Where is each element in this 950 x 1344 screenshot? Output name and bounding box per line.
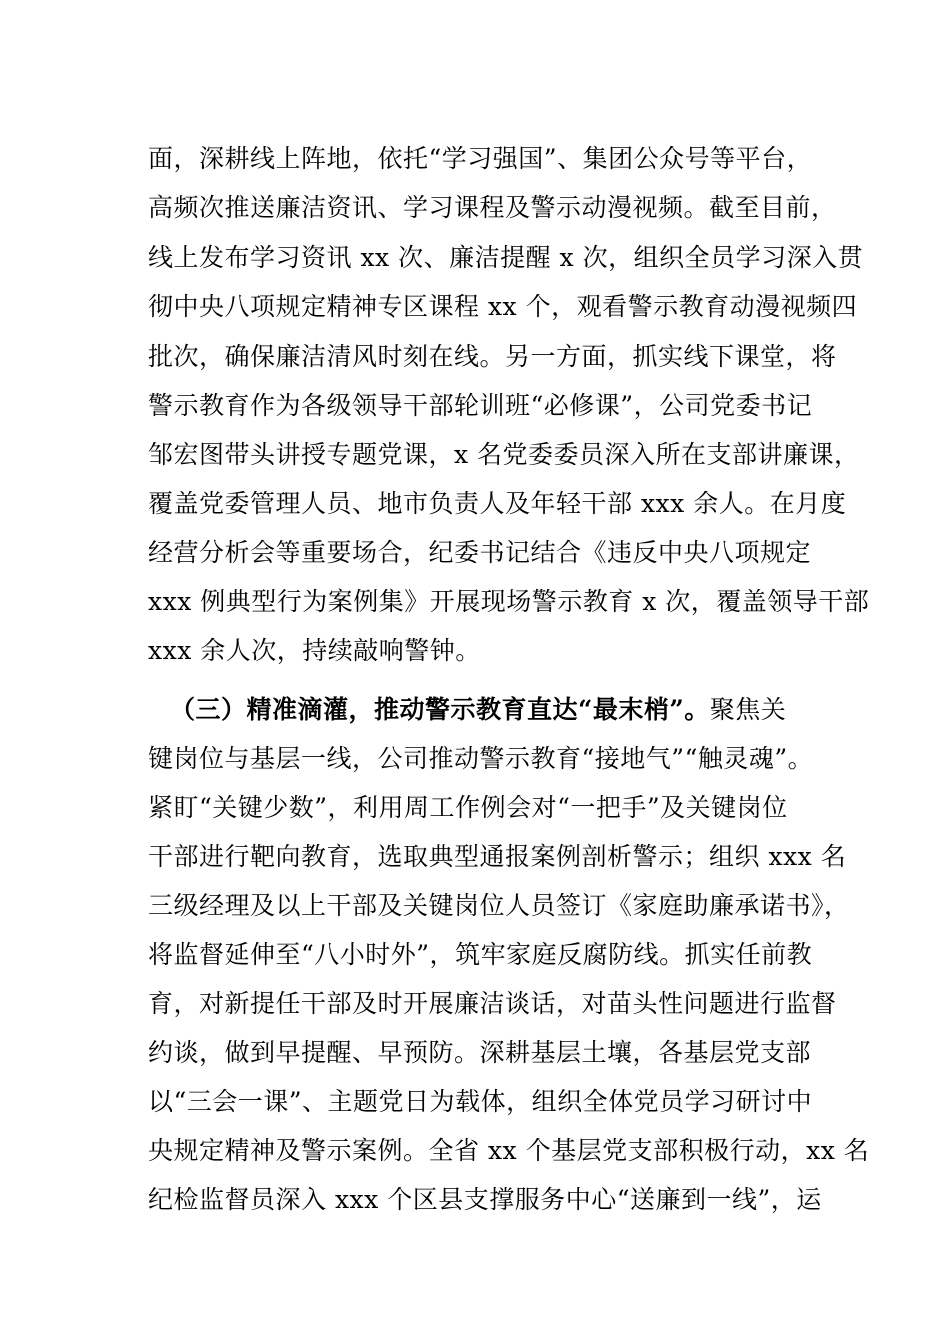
text-line: 覆盖党委管理人员、地市负责人及年轻干部 xxx 余人。在月度	[148, 489, 847, 518]
paragraph-heading-line	[170, 690, 840, 730]
text-line: 三级经理及以上干部及关键岗位人员签订《家庭助廉承诺书》，	[148, 891, 850, 920]
text-line: 纪检监督员深入 xxx 个区县支撑服务中心“送廉到一线”，运	[148, 1185, 822, 1214]
text-line: 批次，确保廉洁清风时刻在线。另一方面，抓实线下课堂，将	[148, 342, 837, 371]
text-line: 警示教育作为各级领导干部轮训班“必修课”，公司党委书记	[148, 391, 813, 420]
text-line: 育，对新提任干部及时开展廉洁谈话，对苗头性问题进行监督	[148, 989, 837, 1018]
text-line: xxx 余人次，持续敲响警钟。	[148, 636, 481, 665]
text-line: 将监督延伸至“八小时外”，筑牢家庭反腐防线。抓实任前教	[148, 940, 813, 969]
text-line: 邹宏图带头讲授专题党课，x 名党委委员深入所在支部讲廉课，	[148, 440, 860, 469]
text-line: 线上发布学习资讯 xx 次、廉洁提醒 x 次，组织全员学习深入贯	[148, 243, 864, 272]
text-line: 面，深耕线上阵地，依托“学习强国”、集团公众号等平台，	[148, 144, 813, 173]
text-line: 键岗位与基层一线，公司推动警示教育“接地气”“触灵魂”。	[148, 744, 814, 773]
text-line: 约谈，做到早提醒、早预防。深耕基层土壤，各基层党支部	[148, 1038, 812, 1067]
text-line: 央规定精神及警示案例。全省 xx 个基层党支部积极行动，xx 名	[148, 1136, 870, 1165]
text-line: 紧盯“关键少数”，利用周工作例会对“一把手”及关键岗位	[148, 793, 788, 822]
text-line: xxx 例典型行为案例集》开展现场警示教育 x 次，覆盖领导干部	[148, 587, 870, 616]
text-line: 干部进行靶向教育，选取典型通报案例剖析警示；组织 xxx 名	[148, 842, 847, 871]
text-line: 经营分析会等重要场合，纪委书记结合《违反中央八项规定	[148, 538, 812, 567]
text-line: 以“三会一课”、主题党日为载体，组织全体党员学习研讨中	[148, 1087, 813, 1116]
heading-line-rest: 聚焦关	[709, 695, 787, 724]
section-heading: （三）精准滴灌，推动警示教育直达“最末梢”。	[170, 695, 710, 724]
text-line: 彻中央八项规定精神专区课程 xx 个，观看警示教育动漫视频四	[148, 292, 858, 321]
text-line: 高频次推送廉洁资讯、学习课程及警示动漫视频。截至目前，	[148, 193, 837, 222]
